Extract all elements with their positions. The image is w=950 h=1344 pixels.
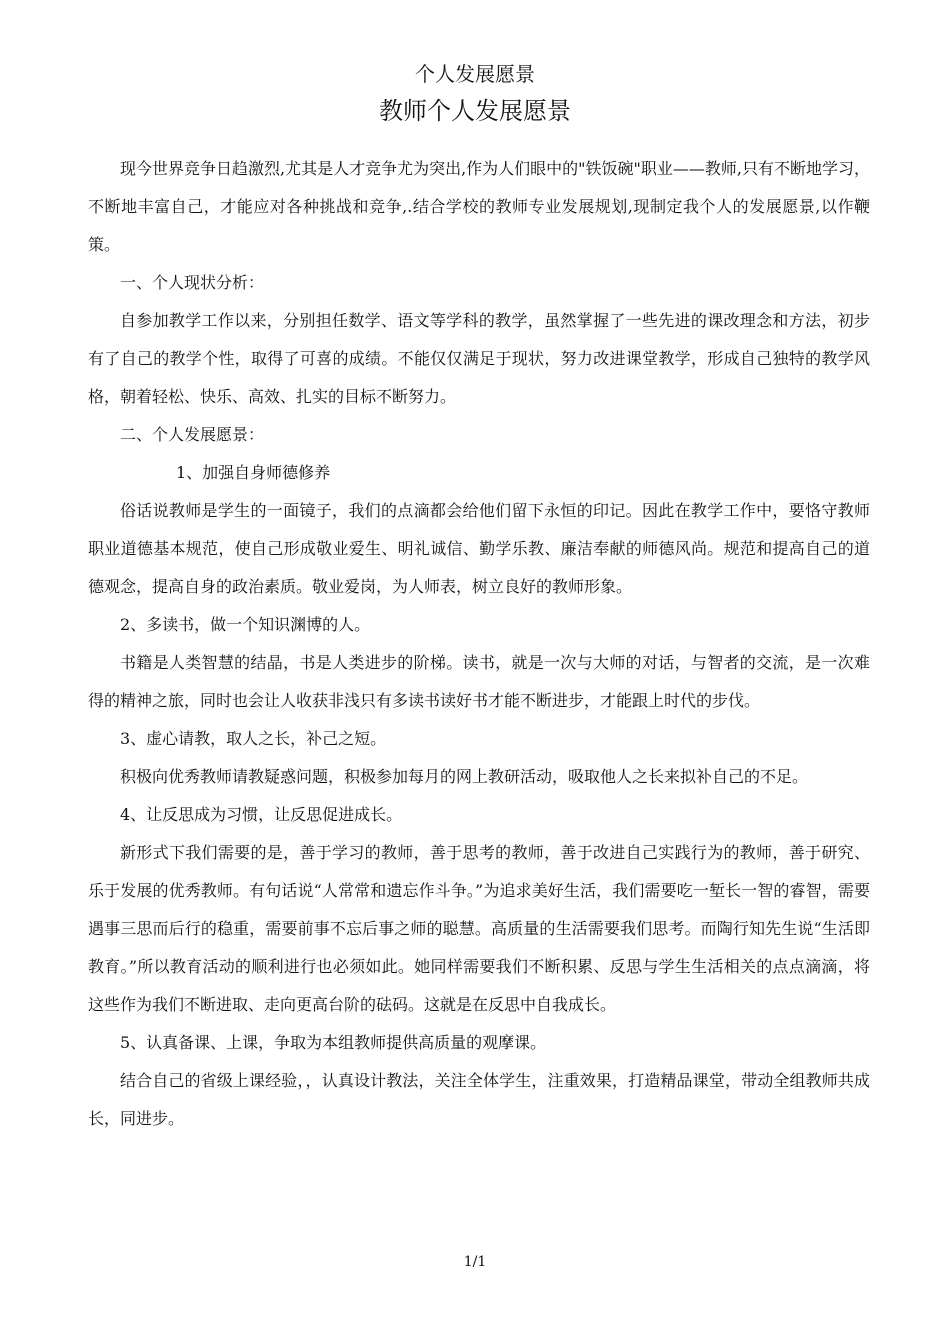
document-title: 个人发展愿景 xyxy=(415,62,535,86)
section-heading-vision: 二、个人发展愿景： xyxy=(120,425,265,444)
page-number: 1/1 xyxy=(463,1254,487,1270)
document-subtitle: 教师个人发展愿景 xyxy=(379,97,571,125)
document-body xyxy=(88,150,870,1138)
item-heading-learning: 3、虚心请教，取人之长，补己之短。 xyxy=(120,729,387,748)
item-heading-ethics: 1、加强自身师德修养 xyxy=(176,463,331,482)
status-paragraph: 自参加教学工作以来，分别担任数学、语文等学科的教学，虽然掌握了一些先进的课改理念和方法，初步有了自己的教学个性，取得了可喜的成绩。不能仅仅满足于现状，努力改进课堂教学，形成自己独特的教学风格，朝着轻松、快乐、高效、扎实的目标不断努力。 xyxy=(88,311,870,406)
lessons-paragraph: 结合自己的省级上课经验，，认真设计教法，关注全体学生，注重效果，打造精品课堂，带动全组教师共成长，同进步。 xyxy=(88,1071,870,1128)
reading-paragraph: 书籍是人类智慧的结晶，书是人类进步的阶梯。读书，就是一次与大师的对话，与智者的交流，是一次难得的精神之旅，同时也会让人收获非浅只有多读书读好书才能不断进步，才能跟上时代的步伐。 xyxy=(88,653,870,710)
item-heading-reflection: 4、让反思成为习惯，让反思促进成长。 xyxy=(120,805,403,824)
item-heading-lessons: 5、认真备课、上课，争取为本组教师提供高质量的观摩课。 xyxy=(120,1033,547,1052)
intro-paragraph: 现今世界竞争日趋激烈,尤其是人才竞争尤为突出,作为人们眼中的"铁饭碗"职业——教师,只有不断地学习，不断地丰富自己，才能应对各种挑战和竞争,.结合学校的教师专业发展规划,现制定我个人的发展愿景,以作鞭策。 xyxy=(88,159,870,254)
reflection-paragraph: 新形式下我们需要的是，善于学习的教师，善于思考的教师，善于改进自己实践行为的教师，善于研究、乐于发展的优秀教师。有句话说“人常常和遗忘作斗争。”为追求美好生活，我们需要吃一堑长一智的睿智，需要遇事三思而后行的稳重，需要前事不忘后事之师的聪慧。高质量的生活需要我们思考。而陶行知先生说“生活即教育。”所以教育活动的顺利进行也必须如此。她同样需要我们不断积累、反思与学生生活相关的点点滴滴，将这些作为我们不断进取、走向更高台阶的砝码。这就是在反思中自我成长。 xyxy=(88,843,870,1014)
ethics-paragraph: 俗话说教师是学生的一面镜子，我们的点滴都会给他们留下永恒的印记。因此在教学工作中，要恪守教师职业道德基本规范，使自己形成敬业爱生、明礼诚信、勤学乐教、廉洁奉献的师德风尚。规范和提高自己的道德观念，提高自身的政治素质。敬业爱岗，为人师表，树立良好的教师形象。 xyxy=(88,501,870,596)
section-heading-status: 一、个人现状分析： xyxy=(120,273,265,292)
item-heading-reading: 2、多读书，做一个知识渊博的人。 xyxy=(120,615,371,634)
learning-paragraph: 积极向优秀教师请教疑惑问题，积极参加每月的网上教研活动，吸取他人之长来拟补自己的不足。 xyxy=(120,767,809,786)
